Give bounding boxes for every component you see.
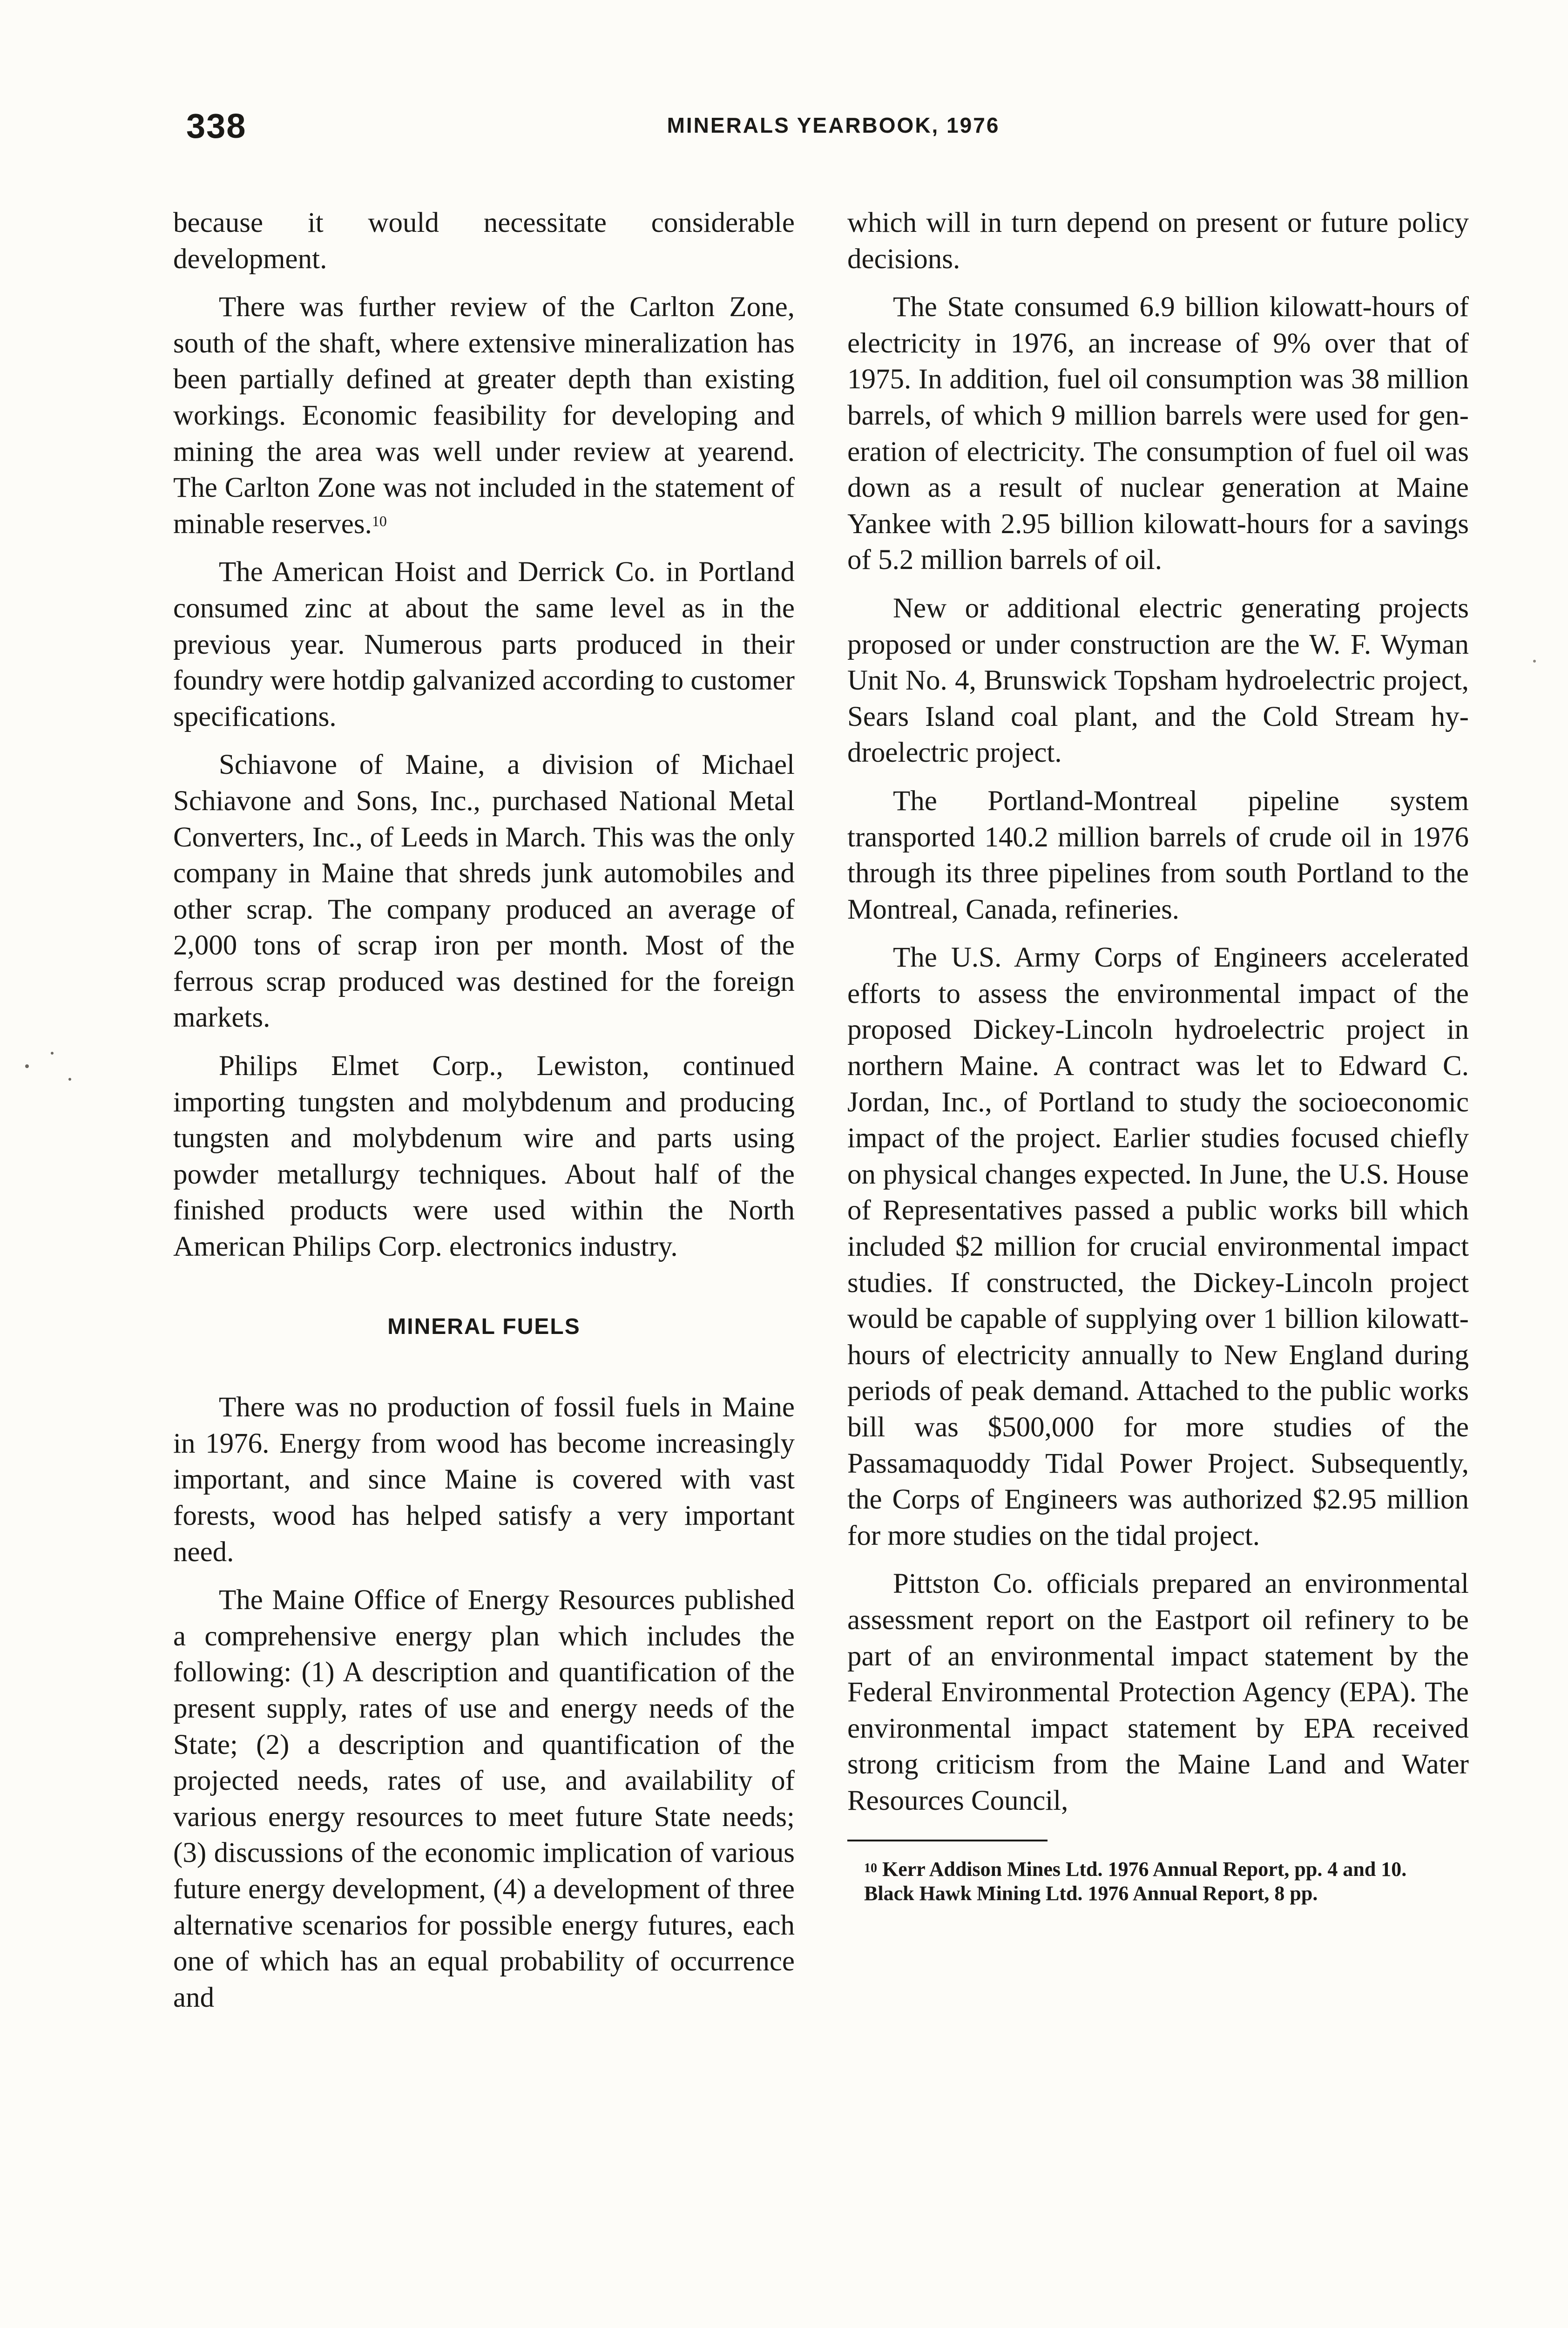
running-head [186,106,1480,153]
book-title: MINERALS YEARBOOK, 1976 [667,113,1000,137]
paragraph: The U.S. Army Corps of Engineers accelerated efforts to assess the environmental impact of the proposed Dickey-Lincoln hydroelectric project in northern Maine. A contract was let to Edward C. Jordan, Inc., of Portland to study the socioeconomic impact of the project. Earlier studies focused chiefly on physical changes expected. In June, the U.S. House of Representatives passed a public works bill which included $2 million for crucial environmental impact studies. If constructed, the Dickey-Lincoln project would be capable of supplying over 1 billion kilowatt-hours of electricity annually to New England during periods of peak demand. Attached to the public works bill was $500,000 for more studies of the Passamaquoddy Tidal Power Project. Subsequently, the Corps of Engineers was authorized $2.95 million for more studies on the tidal project. [847,942,1469,1551]
paragraph: Pittston Co. officials prepared an environmental assessment report on the Eastport oil refinery to be part of an environmental impact statement by the Federal Environmental Protection Agency (EPA). The environmental impact statement by EPA received strong criticism from the Maine Land and Water Resources Council, [847,1568,1469,1816]
footnote-divider [847,1840,1048,1841]
paragraph: which will in turn depend on present or future policy decisions. [847,207,1469,275]
paragraph [173,289,795,542]
scan-speck [51,1052,54,1055]
paragraph: Schiavone of Maine, a division of Michael Schiavone and Sons, Inc., purchased National Metal Converters, Inc., of Leeds in March. This was the only company in Maine that shreds junk automobiles and other scrap. The company produced an average of 2,000 tons of scrap iron per month. Most of the ferrous scrap produced was destined for the foreign markets. [173,749,795,1034]
scan-speck [25,1064,29,1068]
left-column [173,205,795,2028]
footnote-reference: 10 [372,512,387,529]
paragraph: The Portland-Montreal pipeline system transported 140.2 million barrels of crude oil in 1976 through its three pipelines from south Portland to the Montreal, Canada, refineries. [847,785,1469,925]
footnote-text: Black Hawk Mining Ltd. 1976 Annual Report, 8 pp. [864,1881,1318,1905]
section-heading: MINERAL FUELS [387,1314,581,1339]
page-number: 338 [186,107,247,145]
footnote [847,1882,1469,1905]
footnote [847,1858,1469,1881]
paragraph: The Maine Office of Energy Resources published a comprehensive energy plan which includes the following: (1) A description and quantification of the present supply, rates of use and energy needs of the State; (2) a description and quantification of the projected needs, rates of use, and availability of various energy resources to meet future State needs; (3) discussions of the economic implication of various future energy development, (4) a development of three alternative scenarios for possible energy futures, each one of which has an equal probability of occurrence and [173,1584,795,2013]
paragraph: The State consumed 6.9 billion kilowatt-hours of electricity in 1976, an increase of 9% over that of 1975. In addition, fuel oil consumption was 38 million barrels, of which 9 million barrels were used for generation of electricity. The consumption of fuel oil was down as a result of nuclear generation at Maine Yankee with 2.95 billion kilowatt-hours for a savings of 5.2 million barrels of oil. [847,291,1469,576]
footnote-mark: 10 [864,1861,877,1875]
scan-speck [68,1078,71,1081]
right-column [847,205,1469,1907]
paragraph: There was no production of fossil fuels in Maine in 1976. Energy from wood has become increasingly important, and since Maine is covered with vast forests, wood has helped satisfy a very important need. [173,1392,795,1568]
paragraph: New or additional electric generating projects proposed or under construction are the W. F. Wyman Unit No. 4, Brunswick Topsham hydroelectric project, Sears Island coal plant, and the Cold Stream hydroelectric project. [847,592,1469,769]
paragraph: because it would necessitate considerable development. [173,207,795,275]
footnote-text: Kerr Addison Mines Ltd. 1976 Annual Report, pp. 4 and 10. [882,1857,1407,1881]
paragraph: The American Hoist and Derrick Co. in Portland consumed zinc at about the same level as in the previous year. Numerous parts produced in their foundry were hotdip galvanized according to customer specifications. [173,556,795,732]
paragraph: Philips Elmet Corp., Lewiston, continued importing tungsten and molybdenum and producing tungsten and molybdenum wire and parts using powder metallurgy techniques. About half of the finished products were used within the North American Philips Corp. electronics industry. [173,1050,795,1263]
scan-speck [1533,660,1536,663]
paragraph-text: There was further review of the Carlton Zone, south of the shaft, where extensive mineralization has been partially defined at greater depth than existing workings. Economic feasibility for developing and mining the area was well under review at yearend. The Carlton Zone was not included in the statement of minable reserves. [173,291,795,540]
